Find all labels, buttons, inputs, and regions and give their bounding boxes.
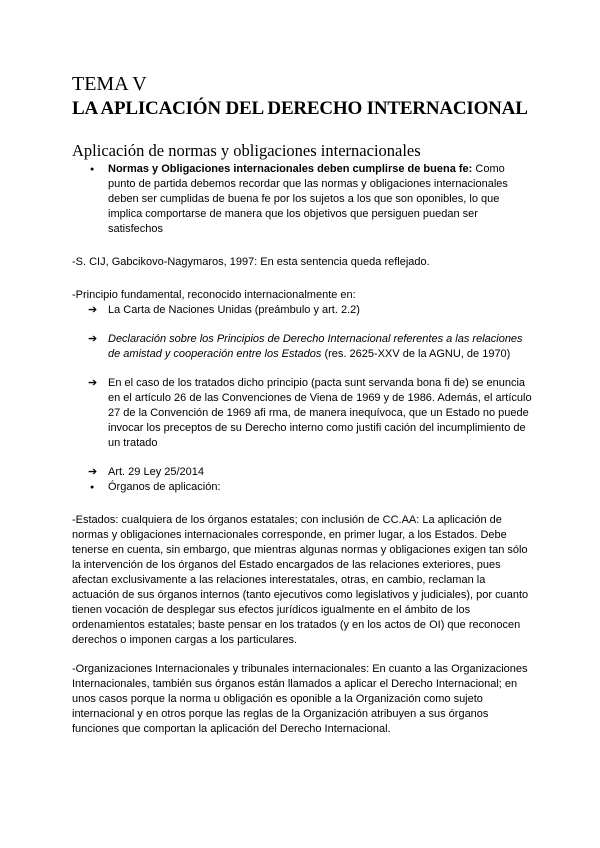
arrow-icon: ➔ — [88, 377, 98, 389]
arrow-icon: ➔ — [88, 466, 98, 478]
list-item-normas — [72, 162, 532, 237]
arrow-text: La Carta de Naciones Unidas (preámbulo y art. 2.2) — [108, 304, 360, 316]
arrow-text: En el caso de los tratados dicho principio (pacta sunt servanda bona fi de) se enuncia en el artículo 26 de las Convenciones de Viena de 1969 y de 1986. Además, el artículo 27 de la Convención de 1969 afi rma, de manera inequívoca, que un Estado no puede invocar los preceptos de su Derecho interno como justifi cación del incumplimiento de un tratado — [108, 377, 532, 449]
arrow-item-carta — [72, 303, 532, 318]
arrow-text: Art. 29 Ley 25/2014 — [108, 466, 205, 478]
page-title: LA APLICACIÓN DEL DERECHO INTERNACIONAL — [72, 98, 528, 119]
tema-heading: TEMA V — [72, 73, 147, 95]
arrow-icon: ➔ — [88, 304, 98, 316]
bullet-text: Como punto de partida debemos recordar que las normas y obligaciones internacionales deben ser cumplidas de buena fe por los sujetos a los que son oponibles, lo que implica comportarse de manera que los objetivos que persiguen puedan ser satisfechos — [108, 163, 508, 235]
paragraph-principio: -Principio fundamental, reconocido internacionalmente en: — [72, 289, 356, 301]
arrow-item-ley — [72, 465, 532, 480]
arrow-list — [72, 303, 532, 480]
bullet-list-organos — [72, 480, 532, 495]
arrow-text-italic: Declaración sobre los Principios de Derecho Internacional referentes a las relaciones de amistad y cooperación entre los Estados — [108, 333, 523, 360]
arrow-item-tratados — [72, 376, 532, 451]
arrow-icon: ➔ — [88, 333, 98, 345]
bullet-list-normas — [72, 162, 532, 237]
paragraph-cij: -S. CIJ, Gabcikovo-Nagymaros, 1997: En esta sentencia queda reflejado. — [72, 256, 430, 268]
section-subtitle: Aplicación de normas y obligaciones internacionales — [72, 141, 421, 160]
paragraph-estados: -Estados: cualquiera de los órganos estatales; con inclusión de CC.AA: La aplicación de normas y obligaciones internacionales corresponde, en primer lugar, a los Estados. Debe tenerse en cuenta, sin embargo, que mientras algunas normas y obligaciones exigen tan sólo la intervención de los órganos del Estado encargados de las relaciones exteriores, pues afectan exclusivamente a las relaciones interestatales, otras, en cambio, reclaman la actuación de sus órganos internos (tanto ejecutivos como legislativos y judiciales), por cuanto tienen vocación de desplegar sus efectos jurídicos igualmente en el ámbito de los ordenamientos estatales; baste pensar en los tratados (y en los actos de OI) que reconocen derechos o imponen cargas a los particulares. — [72, 514, 529, 646]
arrow-item-declaracion — [72, 332, 532, 362]
list-item-organos: ● Órganos de aplicación: — [72, 480, 532, 495]
arrow-text: (res. 2625-XXV de la AGNU, de 1970) — [321, 348, 511, 360]
bullet-bold-lead: Normas y Obligaciones internacionales deben cumplirse de buena fe: — [108, 163, 473, 175]
paragraph-organizaciones: -Organizaciones Internacionales y tribunales internacionales: En cuanto a las Organizaciones Internacionales, también sus órganos están llamados a aplicar el Derecho Internacional; en unos casos porque la norma u obligación es oponible a la Organización como sujeto internacional y en otros porque las reglas de la Organización atribuyen a sus órganos funciones que comportan la aplicación del Derecho Internacional. — [72, 663, 528, 735]
